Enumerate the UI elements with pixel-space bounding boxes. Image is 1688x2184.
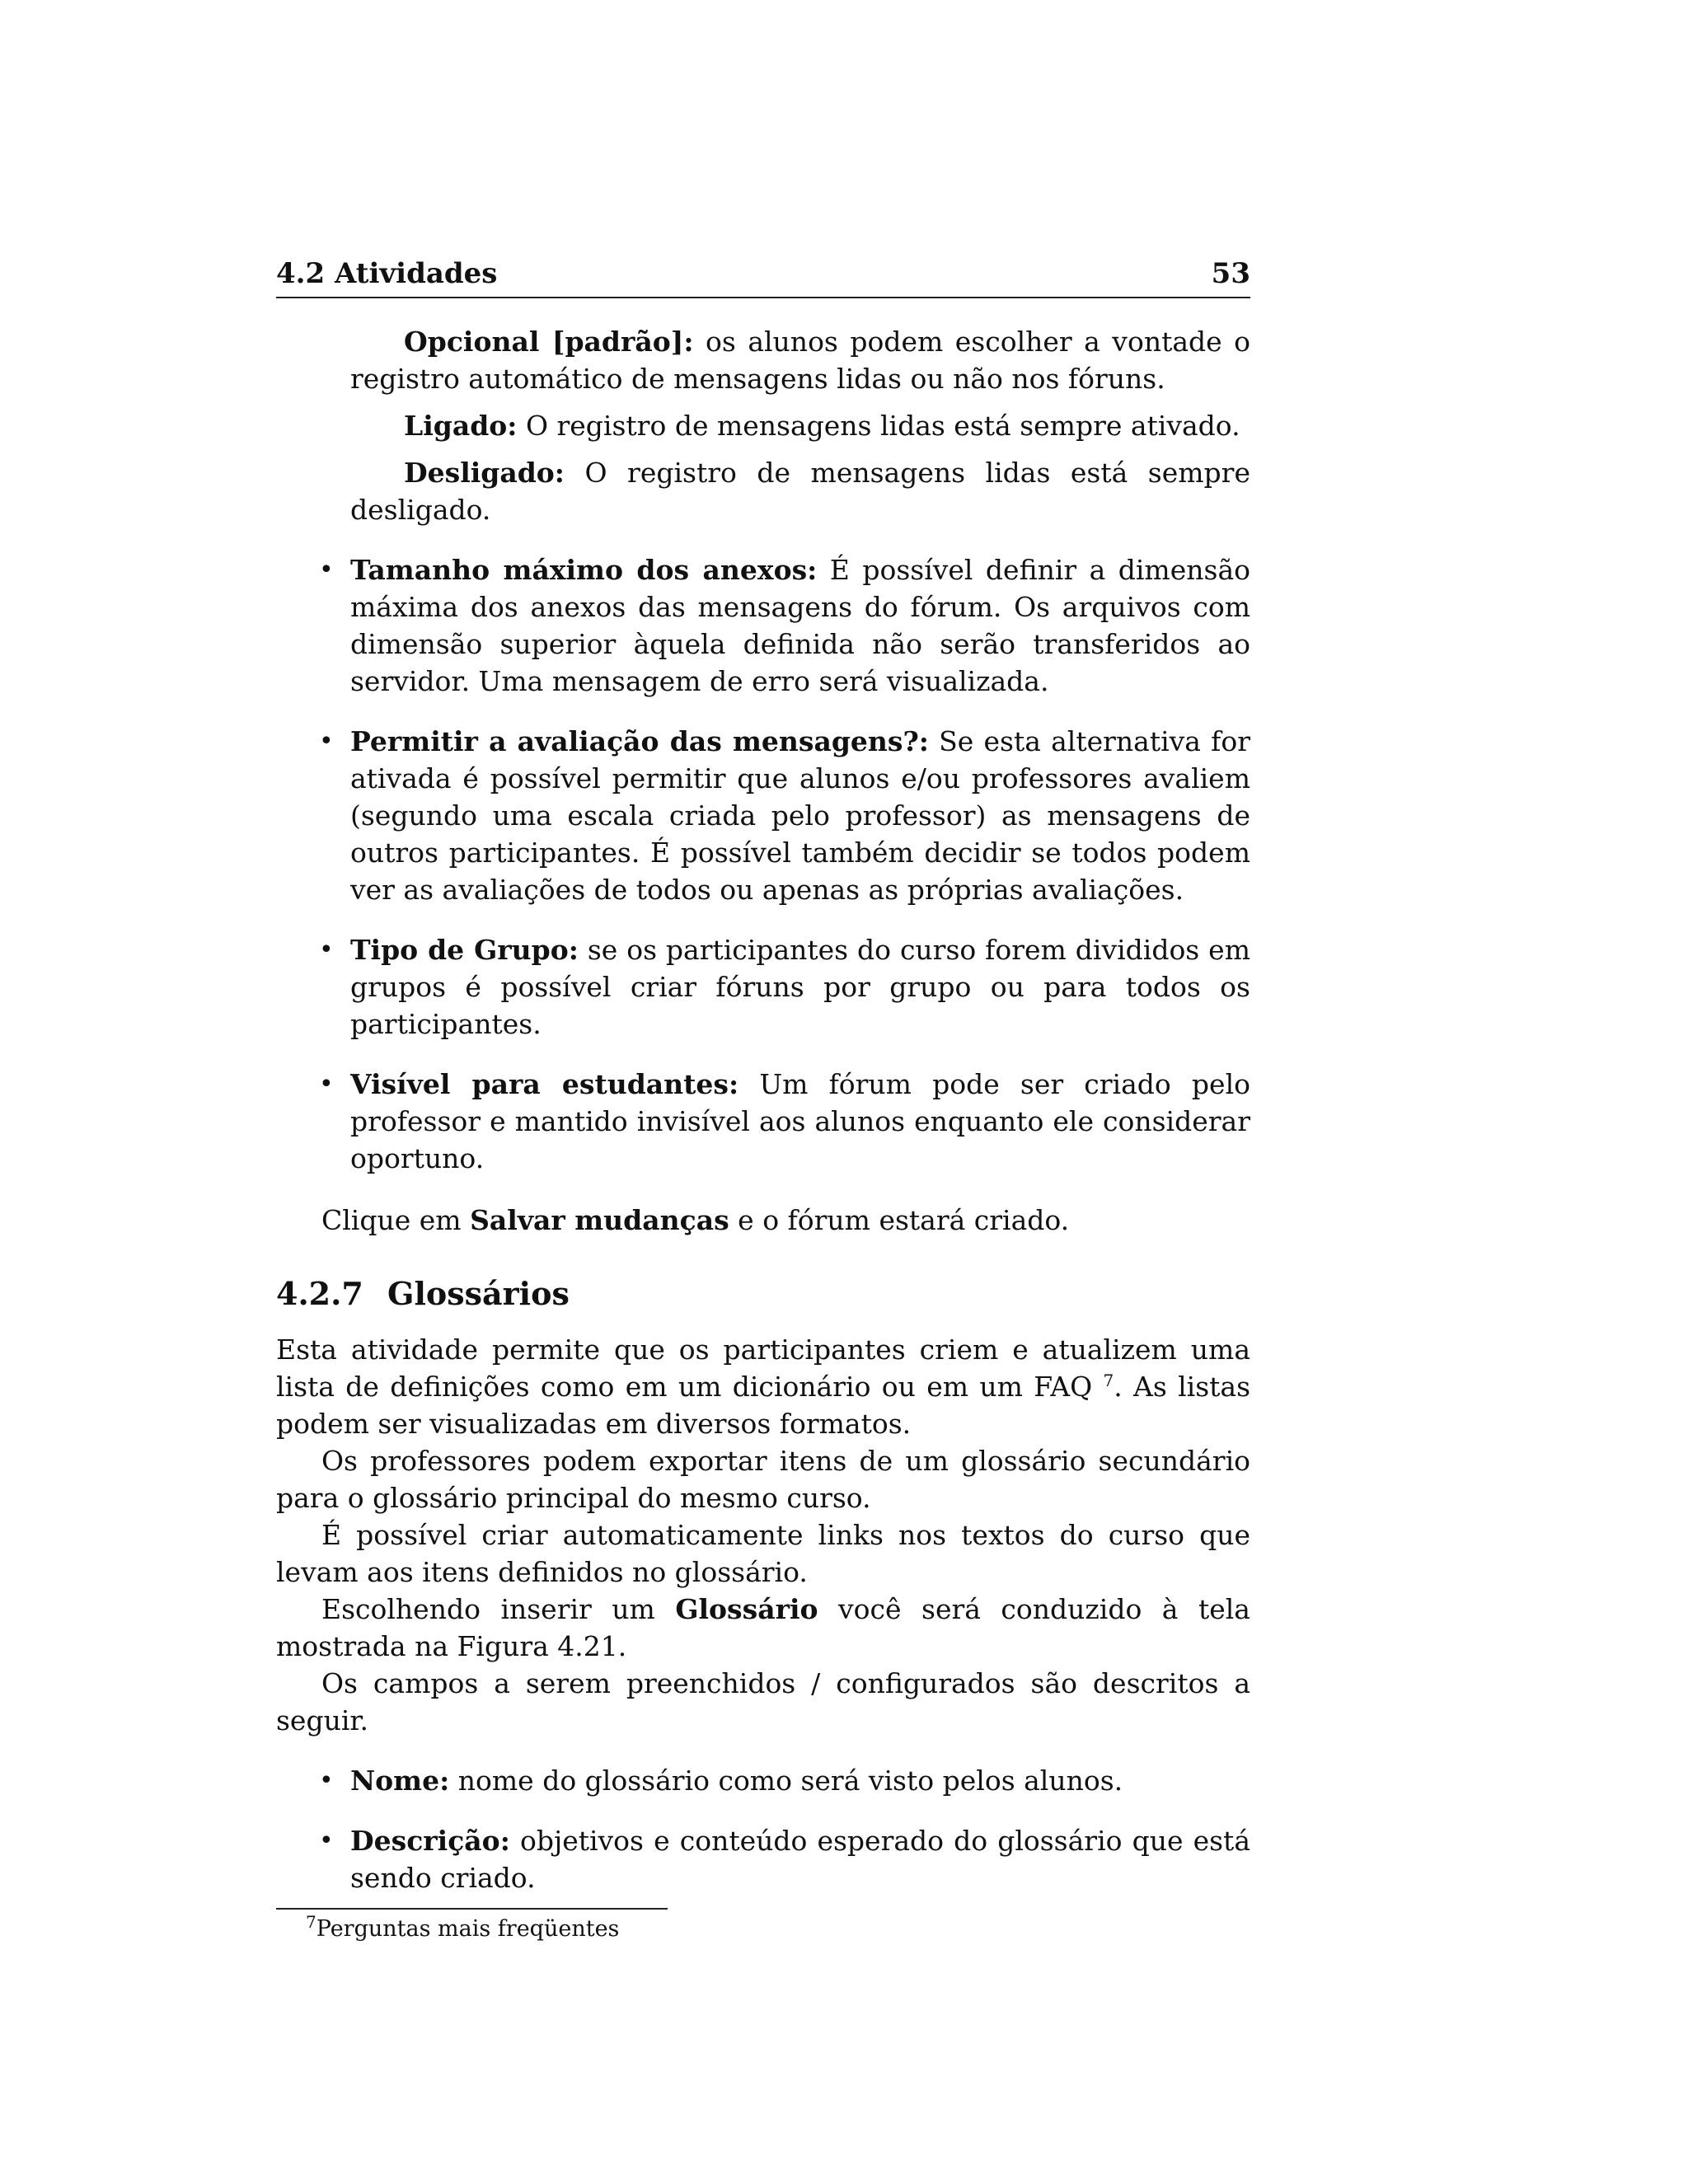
item-term: Tipo de Grupo: bbox=[350, 934, 579, 966]
bullet-icon: • bbox=[319, 935, 334, 964]
forum-settings-list bbox=[276, 551, 1250, 1177]
paragraph-text: Os professores podem exportar itens de um glossário secundário para o glossário principal do mesmo curso. bbox=[276, 1445, 1250, 1514]
save-changes-term: Salvar mudanças bbox=[470, 1204, 729, 1236]
paragraph bbox=[276, 1442, 1250, 1516]
item-term: Descrição: bbox=[350, 1825, 510, 1857]
page bbox=[276, 255, 1250, 1944]
instruction-text: Clique em bbox=[321, 1204, 471, 1236]
item-term: Visível para estudantes: bbox=[350, 1068, 739, 1100]
glossary-term: Glossário bbox=[675, 1593, 818, 1625]
option-text: os alunos podem escolher a vontade o registro automático de mensagens lidas ou não nos fóruns. bbox=[350, 326, 1250, 395]
list-item bbox=[276, 723, 1250, 908]
paragraph bbox=[276, 1331, 1250, 1442]
bullet-icon: • bbox=[319, 1766, 334, 1795]
option-desligado bbox=[350, 454, 1250, 528]
item-text: nome do glossário como será visto pelos alunos. bbox=[449, 1765, 1123, 1797]
list-item bbox=[276, 931, 1250, 1043]
item-text: Um fórum pode ser criado pelo professor e mantido invisível aos alunos enquanto ele considerar oportuno. bbox=[350, 1068, 1251, 1174]
paragraph-text: É possível criar automaticamente links nos textos do curso que levam aos itens definidos no glossário. bbox=[276, 1519, 1250, 1588]
footnote bbox=[276, 1912, 1250, 1944]
item-term: Permitir a avaliação das mensagens?: bbox=[350, 725, 929, 757]
item-term: Tamanho máximo dos anexos: bbox=[350, 554, 818, 586]
page-content bbox=[276, 323, 1250, 1944]
paragraph-text: Escolhendo inserir um bbox=[321, 1593, 676, 1625]
option-term: Ligado: bbox=[404, 410, 518, 442]
paragraph-text: Esta atividade permite que os participantes criem e atualizem uma lista de definições como em um dicionário ou em um FAQ bbox=[276, 1333, 1250, 1403]
list-item bbox=[276, 1066, 1250, 1177]
footnote-marker: 7 bbox=[1103, 1371, 1114, 1390]
paragraph-text: você será conduzido à tela mostrada na Figura 4.21. bbox=[276, 1593, 1250, 1662]
footnote-mark: 7 bbox=[306, 1912, 316, 1932]
bullet-icon: • bbox=[319, 1070, 334, 1099]
paragraph-text: . As listas podem ser visualizadas em diversos formatos. bbox=[276, 1371, 1251, 1440]
running-head bbox=[276, 255, 1250, 298]
item-text: objetivos e conteúdo esperado do glossário que está sendo criado. bbox=[350, 1825, 1250, 1894]
paragraph bbox=[276, 1591, 1250, 1665]
read-tracking-options bbox=[276, 323, 1250, 528]
item-text: se os participantes do curso forem divididos em grupos é possível criar fóruns por grupo ou para todos os participantes. bbox=[350, 934, 1250, 1040]
list-item bbox=[276, 1822, 1250, 1896]
footnote-rule bbox=[276, 1908, 668, 1910]
paragraph bbox=[276, 1516, 1250, 1591]
paragraph bbox=[276, 1665, 1250, 1739]
option-term: Desligado: bbox=[404, 457, 565, 489]
footnote-text: Perguntas mais freqüentes bbox=[316, 1916, 620, 1942]
bullet-icon: • bbox=[319, 727, 334, 756]
bullet-icon: • bbox=[319, 1826, 334, 1855]
section-header-title: 4.2 Atividades bbox=[276, 257, 498, 290]
item-text: É possível definir a dimensão máxima dos anexos das mensagens do fórum. Os arquivos com dimensão superior àquela definida não serão transferidos ao servidor. Uma mensagem de erro será visualizada. bbox=[350, 554, 1250, 697]
glossary-fields-list bbox=[276, 1762, 1250, 1896]
save-instruction bbox=[276, 1202, 1250, 1239]
option-term: Opcional [padrão]: bbox=[404, 326, 694, 358]
instruction-text: e o fórum estará criado. bbox=[729, 1204, 1070, 1236]
list-item bbox=[276, 551, 1250, 700]
page-number: 53 bbox=[1211, 257, 1250, 290]
item-term: Nome: bbox=[350, 1765, 450, 1797]
section-heading bbox=[276, 1273, 1250, 1315]
bullet-icon: • bbox=[319, 555, 334, 584]
item-text: Se esta alternativa for ativada é possível permitir que alunos e/ou professores avaliem (segundo uma escala criada pelo professor) as mensagens de outros participantes. É possível também decidir se todos podem ver as avaliações de todos ou apenas as próprias avaliações. bbox=[350, 725, 1250, 906]
list-item bbox=[276, 1762, 1250, 1799]
section-number: 4.2.7 bbox=[276, 1275, 363, 1312]
section-title: Glossários bbox=[387, 1275, 570, 1312]
option-text: O registro de mensagens lidas está sempre ativado. bbox=[517, 410, 1240, 442]
option-text: O registro de mensagens lidas está sempre desligado. bbox=[350, 457, 1250, 526]
option-ligado bbox=[350, 407, 1250, 444]
paragraph-text: Os campos a serem preenchidos / configurados são descritos a seguir. bbox=[276, 1667, 1250, 1736]
option-opcional bbox=[350, 323, 1250, 397]
